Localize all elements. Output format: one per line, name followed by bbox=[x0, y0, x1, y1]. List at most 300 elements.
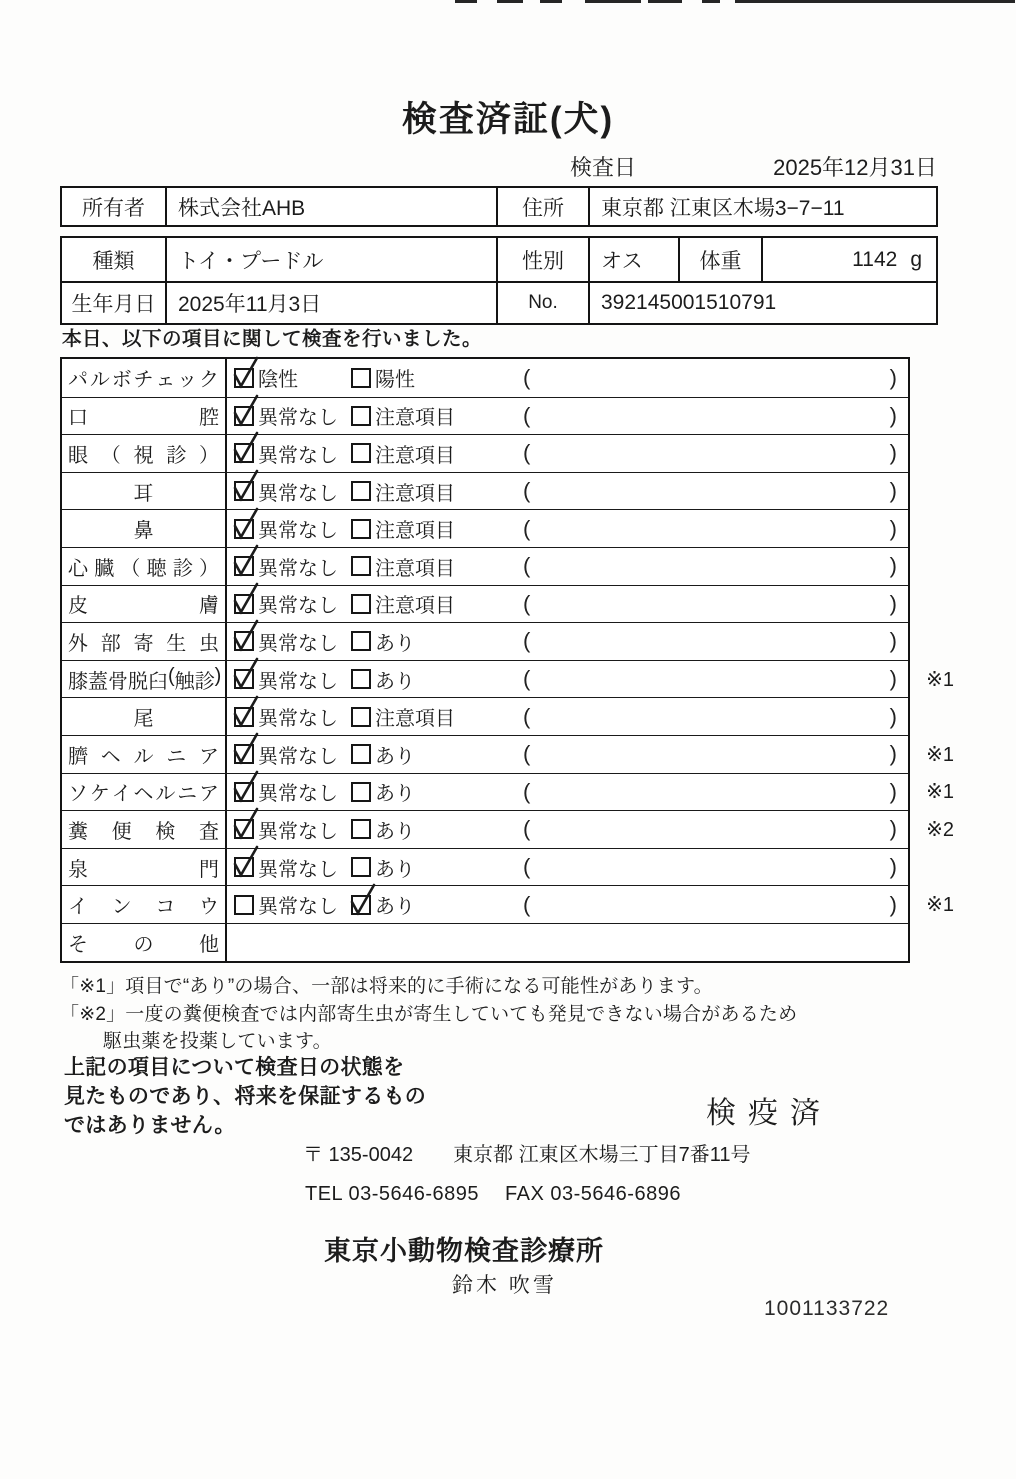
exam-item-label-text bbox=[68, 777, 219, 806]
checkbox-checked-icon bbox=[234, 519, 254, 539]
label-char: ヘ bbox=[100, 745, 121, 768]
exam-option bbox=[234, 849, 338, 886]
remarks-paren-open: ( bbox=[523, 364, 531, 390]
label-char: 骨 bbox=[108, 670, 128, 693]
weight-unit: g bbox=[910, 247, 922, 271]
scan-artifact bbox=[735, 0, 1015, 3]
label-char: ク bbox=[198, 369, 219, 392]
remarks-paren-close: ) bbox=[889, 364, 897, 390]
exam-item-label bbox=[62, 698, 227, 735]
exam-row-content bbox=[227, 774, 954, 811]
label-char: 膚 bbox=[199, 595, 219, 618]
exam-option bbox=[351, 359, 415, 397]
exam-option-label: あり bbox=[375, 896, 415, 919]
exam-option-label: 注意項目 bbox=[375, 482, 455, 505]
exam-option-label: 陽性 bbox=[375, 369, 415, 392]
label-char: （ bbox=[120, 557, 141, 580]
checkbox-unchecked-icon bbox=[351, 481, 371, 501]
label-char: ェ bbox=[155, 369, 176, 392]
label-char: イ bbox=[68, 896, 88, 919]
exam-item-label bbox=[62, 736, 227, 773]
row-footnote-ref: ※2 bbox=[926, 818, 954, 841]
checkbox-unchecked-icon bbox=[351, 556, 371, 576]
pet-info-row-2 bbox=[62, 283, 936, 323]
sex-label: 性別 bbox=[496, 238, 588, 281]
intro-sentence: 本日、以下の項目に関して検査を行いました。 bbox=[62, 328, 483, 350]
checkbox-checked-icon bbox=[234, 406, 254, 426]
exam-row bbox=[62, 810, 954, 848]
owner-label: 所有者 bbox=[82, 196, 145, 220]
exam-row bbox=[62, 660, 954, 698]
serial-number: 1001133722 bbox=[764, 1297, 890, 1320]
label-char: 便 bbox=[111, 820, 132, 843]
exam-option bbox=[351, 473, 455, 510]
exam-option-label: 異常なし bbox=[258, 783, 338, 806]
check-mark-icon bbox=[231, 730, 261, 766]
label-char: ニ bbox=[177, 783, 198, 806]
label-char: 糞 bbox=[68, 820, 88, 843]
exam-row bbox=[62, 923, 908, 961]
postal-code: 〒 135-0042 bbox=[303, 1144, 414, 1166]
exam-option-label: 注意項目 bbox=[375, 708, 455, 731]
exam-item-label-text bbox=[68, 702, 219, 731]
exam-row-content bbox=[227, 886, 954, 923]
exam-row bbox=[62, 735, 954, 773]
id-number-label: No. bbox=[496, 283, 588, 323]
exam-item-label bbox=[62, 473, 227, 510]
checkbox-checked-icon bbox=[234, 481, 254, 501]
checkbox-unchecked-icon bbox=[351, 519, 371, 539]
exam-row-content bbox=[227, 623, 908, 660]
remarks-paren-close: ) bbox=[889, 703, 897, 729]
remarks-paren-close: ) bbox=[889, 741, 897, 767]
check-mark-icon bbox=[231, 392, 261, 428]
checkbox-checked-icon bbox=[234, 669, 254, 689]
check-mark-icon bbox=[231, 429, 261, 465]
exam-date-value: 2025年12月31日 bbox=[773, 155, 937, 180]
label-char: 腔 bbox=[199, 407, 219, 430]
exam-row-content bbox=[227, 473, 908, 510]
label-char: ケ bbox=[89, 783, 110, 806]
exam-row bbox=[62, 547, 908, 585]
scan-artifact bbox=[455, 0, 477, 3]
check-mark-icon bbox=[231, 843, 261, 879]
label-char: ヘ bbox=[133, 783, 154, 806]
exam-option-label: あり bbox=[375, 670, 415, 693]
label-char: ッ bbox=[177, 369, 198, 392]
exam-option bbox=[351, 510, 455, 547]
exam-option bbox=[351, 886, 415, 923]
exam-option-label: 異常なし bbox=[258, 482, 338, 505]
exam-option-label: あり bbox=[375, 632, 415, 655]
label-char: 診 bbox=[166, 444, 187, 467]
label-char: 尾 bbox=[133, 708, 154, 731]
label-char: 泉 bbox=[68, 858, 88, 881]
exam-option bbox=[351, 774, 415, 811]
exam-item-label-text bbox=[68, 439, 219, 468]
label-char: 眼 bbox=[68, 444, 88, 467]
label-char: ( bbox=[168, 664, 175, 687]
examiner-name: 鈴木 吹雪 bbox=[452, 1274, 557, 1297]
checkbox-unchecked-icon bbox=[351, 594, 371, 614]
label-char: 検 bbox=[155, 820, 176, 843]
label-char: 寄 bbox=[133, 632, 154, 655]
remarks-paren-close: ) bbox=[889, 816, 897, 842]
label-char: 皮 bbox=[68, 595, 88, 618]
label-char: パ bbox=[68, 369, 88, 392]
label-char: 診 bbox=[194, 670, 215, 693]
exam-row-content bbox=[227, 359, 908, 397]
exam-option bbox=[351, 698, 455, 735]
exam-option-label: 注意項目 bbox=[375, 595, 455, 618]
exam-row-content bbox=[227, 698, 908, 735]
label-char: 膝 bbox=[68, 670, 88, 693]
exam-option-label: 陰性 bbox=[258, 369, 298, 392]
exam-item-label bbox=[62, 398, 227, 435]
remarks-paren-close: ) bbox=[889, 590, 897, 616]
remarks-paren-close: ) bbox=[889, 515, 897, 541]
exam-row-content bbox=[227, 811, 954, 848]
checkbox-unchecked-icon bbox=[351, 744, 371, 764]
check-mark-icon bbox=[231, 805, 261, 841]
exam-item-label bbox=[62, 510, 227, 547]
exam-item-label bbox=[62, 849, 227, 886]
clinic-tel: TEL 03-5646-6895 bbox=[305, 1183, 480, 1205]
label-char: チ bbox=[133, 369, 154, 392]
clinic-name: 東京小動物検査診療所 bbox=[324, 1236, 604, 1266]
check-mark-icon bbox=[231, 768, 261, 804]
label-char: 虫 bbox=[199, 632, 219, 655]
clinic-postal-line bbox=[303, 1138, 751, 1167]
checkbox-unchecked-icon bbox=[351, 819, 371, 839]
exam-option-label: 異常なし bbox=[258, 557, 338, 580]
remarks-paren-open: ( bbox=[523, 816, 531, 842]
remarks-paren-open: ( bbox=[523, 478, 531, 504]
row-footnote-ref: ※1 bbox=[926, 743, 954, 766]
exam-item-label-text bbox=[68, 589, 219, 618]
label-char: 生 bbox=[166, 632, 187, 655]
exam-item-label-text bbox=[68, 363, 219, 392]
checkbox-checked-icon bbox=[234, 594, 254, 614]
label-char: （ bbox=[100, 444, 121, 467]
remarks-paren-close: ) bbox=[889, 778, 897, 804]
checkbox-checked-icon bbox=[234, 782, 254, 802]
label-char: ウ bbox=[198, 896, 219, 919]
checkbox-checked-icon bbox=[234, 744, 254, 764]
exam-row bbox=[62, 585, 908, 623]
breed-label: 種類 bbox=[92, 249, 135, 273]
label-char: ボ bbox=[111, 369, 132, 392]
checkbox-unchecked-icon bbox=[351, 368, 371, 388]
label-char: ） bbox=[198, 557, 219, 580]
exam-option bbox=[351, 736, 415, 773]
exam-item-label bbox=[62, 924, 227, 961]
check-mark-icon bbox=[231, 580, 261, 616]
row-footnote-ref: ※1 bbox=[926, 894, 954, 917]
checkbox-checked-icon bbox=[234, 707, 254, 727]
check-mark-icon bbox=[231, 693, 261, 729]
exam-item-label-text bbox=[68, 890, 219, 919]
remarks-paren-open: ( bbox=[523, 666, 531, 692]
label-char: ル bbox=[89, 369, 110, 392]
exam-item-label bbox=[62, 886, 227, 923]
footnote-3: 駆虫薬を投薬しています。 bbox=[103, 1031, 332, 1052]
exam-row-content bbox=[227, 510, 908, 547]
exam-item-label-text bbox=[68, 627, 219, 656]
quarantine-stamp: 検疫済 bbox=[706, 1097, 832, 1130]
exam-item-label-text bbox=[68, 514, 219, 543]
exam-row bbox=[62, 359, 908, 397]
exam-row-content bbox=[227, 849, 908, 886]
exam-option-label: 異常なし bbox=[258, 632, 338, 655]
exam-option bbox=[234, 886, 338, 923]
exam-row-content bbox=[227, 736, 954, 773]
label-char: 脱 bbox=[128, 670, 148, 693]
exam-row bbox=[62, 509, 908, 547]
label-char: 蓋 bbox=[88, 670, 108, 693]
label-char: 口 bbox=[68, 407, 88, 430]
exam-option-label: 異常なし bbox=[258, 670, 338, 693]
scan-artifact bbox=[702, 0, 720, 3]
check-mark-icon bbox=[231, 655, 261, 691]
label-char: ア bbox=[199, 745, 219, 768]
remarks-paren-close: ) bbox=[889, 553, 897, 579]
checkbox-checked-icon bbox=[234, 368, 254, 388]
remarks-paren-close: ) bbox=[889, 440, 897, 466]
exam-item-label-text bbox=[68, 815, 219, 844]
exam-item-label bbox=[62, 548, 227, 585]
label-char: 臼 bbox=[148, 670, 168, 693]
exam-row bbox=[62, 622, 908, 660]
exam-item-label bbox=[62, 811, 227, 848]
check-mark-icon bbox=[231, 542, 261, 578]
exam-item-label-text bbox=[68, 477, 219, 506]
exam-option bbox=[351, 435, 455, 472]
label-char: ル bbox=[155, 783, 176, 806]
weight-value bbox=[761, 238, 936, 281]
exam-row bbox=[62, 397, 908, 435]
exam-row bbox=[62, 697, 908, 735]
exam-item-label bbox=[62, 586, 227, 623]
exam-option-label: あり bbox=[375, 820, 415, 843]
footnote-1: 「※1」項目で“あり”の場合、一部は将来的に手術になる可能性があります。 bbox=[60, 976, 713, 997]
exam-item-label bbox=[62, 435, 227, 472]
weight-label: 体重 bbox=[678, 238, 761, 281]
exam-option-label: あり bbox=[375, 783, 415, 806]
label-char: 査 bbox=[198, 820, 219, 843]
remarks-paren-open: ( bbox=[523, 628, 531, 654]
check-mark-icon bbox=[231, 617, 261, 653]
exam-option-label: 異常なし bbox=[258, 708, 338, 731]
checkbox-unchecked-icon bbox=[351, 669, 371, 689]
remarks-paren-open: ( bbox=[523, 778, 531, 804]
exam-results-table bbox=[60, 357, 954, 963]
exam-option-label: あり bbox=[375, 745, 415, 768]
checkbox-checked-icon bbox=[234, 819, 254, 839]
exam-option bbox=[351, 548, 455, 585]
exam-row bbox=[62, 885, 954, 923]
remarks-paren-close: ) bbox=[889, 402, 897, 428]
label-char: 耳 bbox=[133, 482, 154, 505]
check-mark-icon bbox=[231, 467, 261, 503]
exam-item-label-text bbox=[68, 853, 219, 882]
label-char: 聴 bbox=[146, 557, 167, 580]
remarks-paren-close: ) bbox=[889, 478, 897, 504]
exam-item-label bbox=[62, 774, 227, 811]
label-char: 心 bbox=[68, 557, 88, 580]
checkbox-checked-icon bbox=[234, 857, 254, 877]
clinic-fax: FAX 03-5646-6896 bbox=[505, 1183, 681, 1205]
clinic-address: 東京都 江東区木場三丁目7番11号 bbox=[453, 1144, 751, 1166]
weight-number: 1142 bbox=[852, 247, 898, 271]
label-char: の bbox=[133, 933, 154, 956]
label-char: 部 bbox=[100, 632, 121, 655]
exam-item-label bbox=[62, 623, 227, 660]
label-char: 視 bbox=[133, 444, 154, 467]
address-label: 住所 bbox=[496, 188, 588, 225]
birthdate-value: 2025年11月3日 bbox=[165, 283, 496, 323]
pet-info-row-1 bbox=[62, 238, 936, 283]
scan-artifact bbox=[540, 0, 562, 3]
exam-row-content bbox=[227, 661, 954, 698]
exam-row bbox=[62, 848, 908, 886]
remarks-paren-open: ( bbox=[523, 553, 531, 579]
exam-item-label bbox=[62, 359, 227, 397]
pet-info-table bbox=[60, 236, 938, 325]
sex-value: オス bbox=[588, 238, 678, 281]
label-char: 触 bbox=[174, 670, 195, 693]
exam-item-label-text bbox=[68, 401, 219, 430]
checkbox-checked-icon bbox=[234, 631, 254, 651]
check-mark-icon bbox=[231, 354, 261, 390]
checkbox-checked-icon bbox=[234, 443, 254, 463]
exam-option-label: 注意項目 bbox=[375, 444, 455, 467]
exam-row-content bbox=[227, 548, 908, 585]
exam-option bbox=[351, 811, 415, 848]
exam-item-label-text bbox=[68, 740, 219, 769]
label-char: そ bbox=[68, 933, 88, 956]
check-mark-icon bbox=[231, 505, 261, 541]
exam-option bbox=[351, 398, 455, 435]
label-char: 外 bbox=[68, 632, 88, 655]
label-char: 門 bbox=[199, 858, 219, 881]
label-char: ソ bbox=[68, 783, 88, 806]
owner-table bbox=[60, 186, 938, 227]
remarks-paren-close: ) bbox=[889, 854, 897, 880]
disclaimer-line: ではありません。 bbox=[64, 1114, 236, 1137]
exam-item-label-text bbox=[68, 928, 219, 957]
label-char: ン bbox=[111, 896, 132, 919]
label-char: ル bbox=[133, 745, 154, 768]
checkbox-checked-icon bbox=[351, 895, 371, 915]
disclaimer-line: 見たものであり、将来を保証するもの bbox=[64, 1085, 427, 1108]
exam-row-content bbox=[227, 398, 908, 435]
exam-item-label bbox=[62, 661, 227, 698]
remarks-paren-close: ) bbox=[889, 891, 897, 917]
exam-option-label: 異常なし bbox=[258, 444, 338, 467]
checkbox-checked-icon bbox=[234, 556, 254, 576]
checkbox-unchecked-icon bbox=[351, 782, 371, 802]
scan-artifact bbox=[585, 0, 641, 3]
label-char: ニ bbox=[166, 745, 187, 768]
exam-option-label: 異常なし bbox=[258, 896, 338, 919]
disclaimer-line: 上記の項目について検査日の状態を bbox=[64, 1056, 405, 1079]
exam-item-label-text bbox=[68, 552, 219, 581]
exam-row-content bbox=[227, 924, 908, 961]
exam-option-label: 異常なし bbox=[258, 745, 338, 768]
remarks-paren-open: ( bbox=[523, 703, 531, 729]
breed-value: トイ・プードル bbox=[165, 238, 496, 281]
exam-option bbox=[351, 586, 455, 623]
exam-row bbox=[62, 773, 954, 811]
exam-item-label-text bbox=[68, 665, 221, 694]
disclaimer-text bbox=[64, 1053, 426, 1140]
exam-option-label: 異常なし bbox=[258, 595, 338, 618]
checkbox-unchecked-icon bbox=[351, 443, 371, 463]
checkbox-unchecked-icon bbox=[351, 406, 371, 426]
exam-option bbox=[351, 661, 415, 698]
scan-artifact bbox=[497, 0, 523, 3]
checkbox-unchecked-icon bbox=[351, 631, 371, 651]
birthdate-label: 生年月日 bbox=[71, 293, 156, 316]
check-mark-icon bbox=[348, 881, 378, 917]
row-footnote-ref: ※1 bbox=[926, 668, 954, 691]
label-char: 他 bbox=[199, 933, 219, 956]
exam-row bbox=[62, 472, 908, 510]
exam-option-label: 異常なし bbox=[258, 858, 338, 881]
exam-row bbox=[62, 434, 908, 472]
label-char: 臓 bbox=[94, 557, 115, 580]
exam-option-label: 異常なし bbox=[258, 407, 338, 430]
page-title: 検査済証(犬) bbox=[401, 100, 615, 139]
exam-option-label: 異常なし bbox=[258, 520, 338, 543]
remarks-paren-open: ( bbox=[523, 891, 531, 917]
checkbox-unchecked-icon bbox=[234, 895, 254, 915]
remarks-paren-close: ) bbox=[889, 628, 897, 654]
label-char: ア bbox=[198, 783, 219, 806]
exam-option-label: 注意項目 bbox=[375, 407, 455, 430]
label-char: 臍 bbox=[68, 745, 88, 768]
row-footnote-ref: ※1 bbox=[926, 781, 954, 804]
checkbox-unchecked-icon bbox=[351, 857, 371, 877]
remarks-paren-open: ( bbox=[523, 515, 531, 541]
remarks-paren-close: ) bbox=[889, 666, 897, 692]
exam-row-content bbox=[227, 435, 908, 472]
label-char: 診 bbox=[172, 557, 193, 580]
remarks-paren-open: ( bbox=[523, 741, 531, 767]
label-char: ） bbox=[199, 444, 219, 467]
remarks-paren-open: ( bbox=[523, 854, 531, 880]
exam-option-label: 注意項目 bbox=[375, 557, 455, 580]
label-char: 鼻 bbox=[133, 520, 154, 543]
exam-option-label: あり bbox=[375, 858, 415, 881]
owner-value: 株式会社AHB bbox=[165, 188, 496, 225]
exam-option bbox=[351, 623, 415, 660]
exam-date-label: 検査日 bbox=[570, 155, 637, 180]
footnote-2: 「※2」一度の糞便検査では内部寄生虫が寄生していても発見できない場合があるため bbox=[60, 1004, 798, 1025]
clinic-tel-line bbox=[305, 1183, 681, 1206]
exam-option-label: 異常なし bbox=[258, 820, 338, 843]
label-char: ) bbox=[214, 664, 222, 687]
id-number-value: 392145001510791 bbox=[588, 283, 936, 323]
remarks-paren-open: ( bbox=[523, 440, 531, 466]
scan-artifact bbox=[648, 0, 682, 3]
checkbox-unchecked-icon bbox=[351, 707, 371, 727]
address-value: 東京都 江東区木場3−7−11 bbox=[588, 188, 936, 225]
exam-row-content bbox=[227, 586, 908, 623]
label-char: イ bbox=[111, 783, 132, 806]
remarks-paren-open: ( bbox=[523, 402, 531, 428]
